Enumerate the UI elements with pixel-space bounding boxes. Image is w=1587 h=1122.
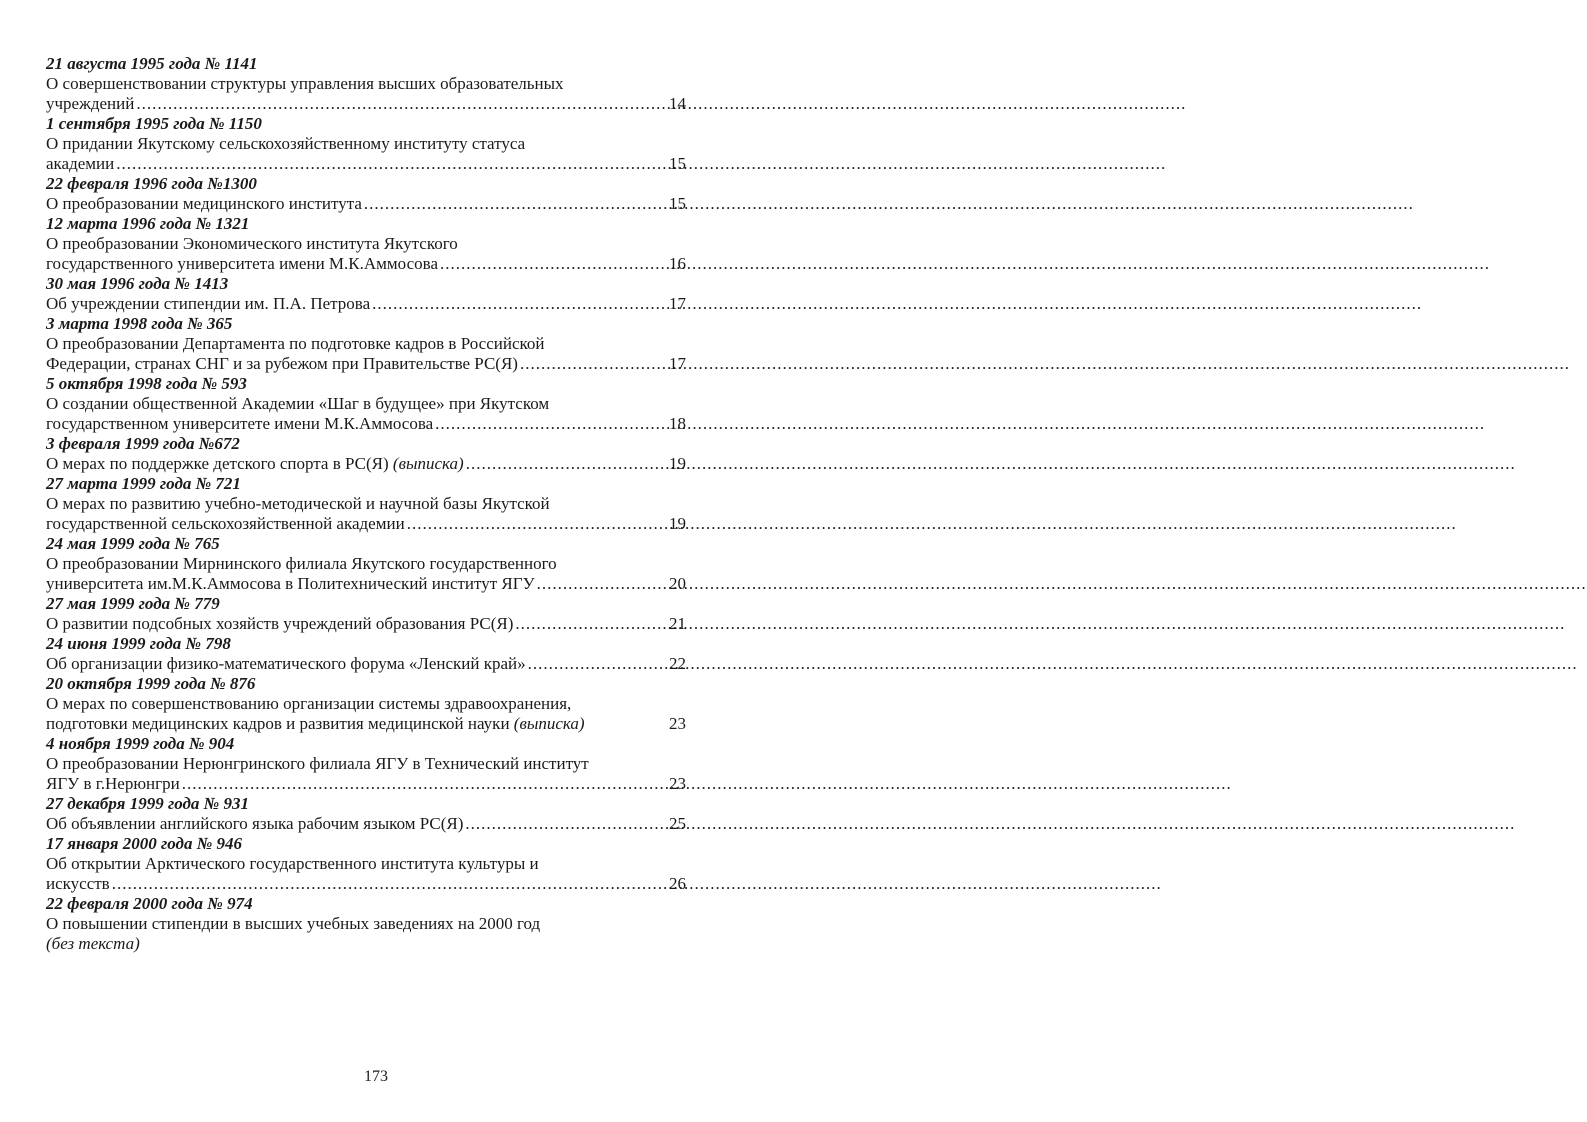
page-reference: 19 [669,514,686,533]
decree-title-text: О мерах по совершенствованию организации системы здравоохранения, [46,694,572,713]
dot-leader [407,514,665,534]
dot-leader [465,814,665,834]
decree-title-line [46,514,686,534]
decree-title-text: Федерации, странах СНГ и за рубежом при Правительстве РС(Я) [46,354,518,373]
decree-title-line [46,694,686,714]
decree-title-line [46,774,686,794]
decree-title-line [46,814,686,834]
decree-date-number: 1 сентября 1995 года № 1150 [46,114,262,133]
dot-leader [116,154,665,174]
toc-entry [46,674,686,734]
decree-title-note: (выписка) [392,454,464,473]
page-reference: 23 [669,714,686,733]
dot-leader [182,774,665,794]
decree-title-text: О преобразовании медицинского института [46,194,362,213]
decree-date-number: 24 мая 1999 года № 765 [46,534,220,553]
dot-leader [515,614,665,634]
decree-title-line [46,394,686,414]
toc-entry [46,634,686,674]
dot-leader [372,294,665,314]
decree-date-number: 27 марта 1999 года № 721 [46,474,241,493]
decree-date-number: 3 марта 1998 года № 365 [46,314,233,333]
toc-entry [46,794,686,834]
decree-date-number: 22 февраля 1996 года №1300 [46,174,257,193]
decree-title-text: О придании Якутскому сельскохозяйственному институту статуса [46,134,526,153]
decree-title-text: О преобразовании Мирнинского филиала Якутского государственного [46,554,557,573]
decree-title-text: О совершенствовании структуры управления высших образовательных [46,74,564,93]
decree-title-text: Об открытии Арктического государственного института культуры и [46,854,539,873]
decree-title-text: подготовки медицинских кадров и развития медицинской науки [46,714,514,733]
toc-entry [46,214,686,274]
dot-leader [112,874,665,894]
decree-title-note: (без текста) [46,934,140,953]
toc-entry [46,894,686,954]
decree-title-text: учреждений [46,94,135,113]
toc-entry [46,534,686,594]
decree-date-number: 4 ноября 1999 года № 904 [46,734,235,753]
decree-date-number: 24 июня 1999 года № 798 [46,634,231,653]
decree-title-line [46,194,686,214]
decree-title-line [46,154,686,174]
decree-title-text: О создании общественной Академии «Шаг в будущее» при Якутском [46,394,550,413]
page-reference: 22 [669,654,686,673]
decree-title-text: государственной сельскохозяйственной академии [46,514,405,533]
toc-entry [46,834,686,894]
page-number: 173 [364,1068,388,1085]
toc-entry [46,594,686,634]
decree-title-text: О преобразовании Департамента по подготовке кадров в Российской [46,334,545,353]
decree-title-line [46,754,686,774]
decree-title-line [46,914,686,934]
decree-title-text: искусств [46,874,110,893]
decree-title-line [46,714,686,734]
decree-title-line [46,454,686,474]
dot-leader [364,194,665,214]
decree-title-line [46,414,686,434]
page-reference: 19 [669,454,686,473]
toc-entry [46,474,686,534]
page-reference: 26 [669,874,686,893]
dot-leader [466,454,665,474]
decree-title-text: Об объявлении английского языка рабочим языком РС(Я) [46,814,464,833]
page-reference: 21 [669,614,686,633]
dot-leader [520,354,665,374]
decree-title-text: О преобразовании Экономического института Якутского [46,234,458,253]
decree-title-line [46,494,686,514]
toc-entry [46,274,686,314]
decree-date-number: 22 февраля 2000 года № 974 [46,894,253,913]
toc-entry [46,314,686,374]
page-reference: 16 [669,254,686,273]
decree-title-text: государственного университета имени М.К.Аммосова [46,254,438,273]
decree-date-number: 17 января 2000 года № 946 [46,834,242,853]
toc-entry [46,374,686,434]
decree-date-number: 27 мая 1999 года № 779 [46,594,220,613]
page-reference: 17 [669,354,686,373]
decree-title-note: (выписка) [513,714,585,733]
decree-date-number: 5 октября 1998 года № 593 [46,374,247,393]
page-reference: 17 [669,294,686,313]
decree-title-line [46,334,686,354]
decree-title-text: ЯГУ в г.Нерюнгри [46,774,180,793]
decree-date-number: 12 марта 1996 года № 1321 [46,214,250,233]
page-reference: 15 [669,154,686,173]
toc-entry [46,734,686,794]
decree-title-line [46,574,686,594]
page-reference: 23 [669,774,686,793]
decree-date-number: 3 февраля 1999 года №672 [46,434,240,453]
dot-leader [435,414,665,434]
decree-title-line [46,294,686,314]
decree-date-number: 27 декабря 1999 года № 931 [46,794,249,813]
decree-title-line [46,874,686,894]
decree-title-text: государственном университете имени М.К.Аммосова [46,414,434,433]
decree-date-number: 20 октября 1999 года № 876 [46,674,256,693]
dot-leader [537,574,665,594]
decree-title-line [46,654,686,674]
decree-title-text: О повышении стипендии в высших учебных заведениях на 2000 год [46,914,541,933]
decree-title-text: О преобразовании Нерюнгринского филиала ЯГУ в Технический институт [46,754,589,773]
decree-date-number: 21 августа 1995 года № 1141 [46,54,258,73]
decree-title-text: О мерах по поддержке детского спорта в РС(Я) [46,454,393,473]
decree-title-text: О развитии подсобных хозяйств учреждений образования РС(Я) [46,614,514,633]
table-of-contents [46,54,686,954]
page-reference: 25 [669,814,686,833]
decree-title-line [46,934,686,954]
decree-title-line [46,234,686,254]
decree-title-line [46,614,686,634]
decree-title-line [46,74,686,94]
decree-title-line [46,134,686,154]
page-reference: 20 [669,574,686,593]
decree-title-text: О мерах по развитию учебно-методической и научной базы Якутской [46,494,550,513]
dot-leader [528,654,665,674]
dot-leader [136,94,665,114]
decree-title-line [46,254,686,274]
decree-title-text: Об учреждении стипендии им. П.А. Петрова [46,294,371,313]
toc-entry [46,54,686,114]
decree-title-text: университета им.М.К.Аммосова в Политехнический институт ЯГУ [46,574,535,593]
toc-entry [46,114,686,174]
toc-entry [46,174,686,214]
dot-leader [440,254,665,274]
decree-title-line [46,554,686,574]
decree-title-text: Об организации физико-математического форума «Ленский край» [46,654,526,673]
page-reference: 18 [669,414,686,433]
decree-title-line [46,94,686,114]
page-reference: 14 [669,94,686,113]
page-reference: 15 [669,194,686,213]
decree-title-line [46,854,686,874]
decree-title-text: академии [46,154,115,173]
toc-entry [46,434,686,474]
decree-title-line [46,354,686,374]
decree-date-number: 30 мая 1996 года № 1413 [46,274,229,293]
